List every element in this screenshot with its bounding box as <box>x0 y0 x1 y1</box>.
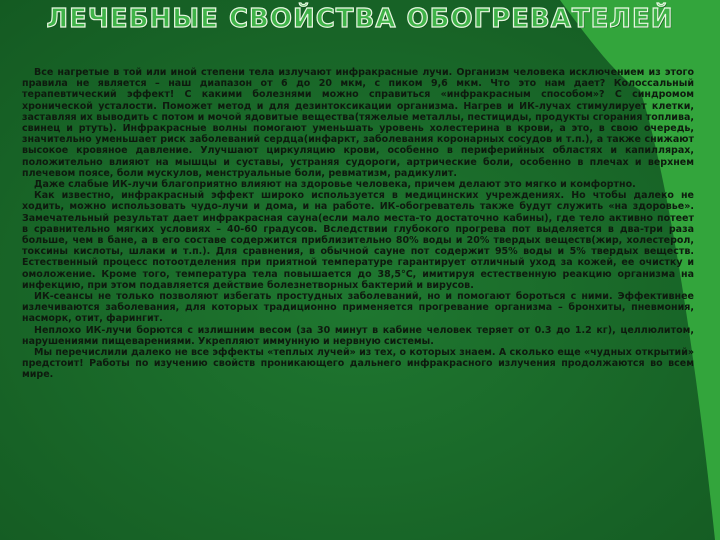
body-text <box>22 67 694 381</box>
paragraph: Все нагретые в той или иной степени тела излучают инфракрасные лучи. Организм человека исключением из этого правила не является – наш диапазон от 6 до 20 мкм, с пиком 9,6 мкм. Что это нам дает? Колоссальный терапевтический эффект! С какими болезнями можно справиться «инфракрасным способом»? С синдромом хронической усталости. Поможет метод и для дезинтоксикации организма. Нагрев и ИК-лучах стимулирует клетки, заставляя их выводить с потом и мочой ядовитые вещества(тяжелые металлы, пестициды, продукты сгорания топлива, свинец и ртуть). Инфракрасные волны помогают уменьшать уровень холестерина в крови, а это, в свою очередь, значительно уменьшает риск заболеваний сердца(инфаркт, заболевания коронарных сосудов и т.п.), а также снижают высокое кровяное давление. Улучшают циркуляцию крови, особенно в периферийных областях и капиллярах, положительно влияют на мышцы и суставы, устраняя судороги, артрические боли, особенно в плечах и верхнем плечевом поясе, боли мускулов, менструальные боли, ревматизм, радикулит. <box>22 67 694 179</box>
paragraph: Даже слабые ИК-лучи благоприятно влияют на здоровье человека, причем делают это мягко и комфортно. <box>34 179 636 191</box>
paragraph: Неплохо ИК-лучи борются с излишним весом (за 30 минут в кабине человек теряет от 0.3 до 1.2 кг), целлюлитом, нарушениями пищеварениями. Укрепляют иммунную и нервную системы. <box>22 324 694 347</box>
slide-title: ЛЕЧЕБНЫЕ СВОЙСТВА ОБОГРЕВАТЕЛЕЙ <box>46 4 674 34</box>
paragraph: Как известно, инфракрасный эффект широко используется в медицинских учреждениях. Но чтобы далеко не ходить, можно использовать чудо-лучи и дома, и на работе. ИК-обогреватель также будут служить «на здоровье». Замечательный результат дает инфракрасная сауна(если мало места-то достаточно кабины), где тело активно потеет в сравнительно мягких условиях – 40-60 градусов. Вследствии глубокого прогрева пот выделяется в два-три раза больше, чем в бане, а в его составе содержится приблизительно 80% воды и 20% твердых веществ(жир, холестерол, токсины кислоты, шлаки и т.п.). Для сравнения, в обычной сауне пот содержит 95% воды и 5% твердых веществ. Естественный процесс потоотделения при приятной температуре гарантирует отличный уход за кожей, ее очистку и омоложение. Кроме того, температура тела повышается до 38,5°С, имитируя естественную реакцию организма на инфекцию, при этом подавляется действие болезнетворных бактерий и вирусов. <box>22 190 694 291</box>
paragraph: Мы перечислили далеко не все эффекты «теплых лучей» из тех, о которых знаем. А сколько еще «чудных открытий» предстоит! Работы по изучению свойств проникающего дальнего инфракрасного излучения продолжаются во всем мире. <box>22 347 694 381</box>
paragraph: ИК-сеансы не только позволяют избегать простудных заболеваний, но и помогают бороться с ними. Эффективнее излечиваются заболевания, для которых традиционно применяется прогревание организма – бронхиты, пневмония, насморк, отит, фарингит. <box>22 291 694 325</box>
